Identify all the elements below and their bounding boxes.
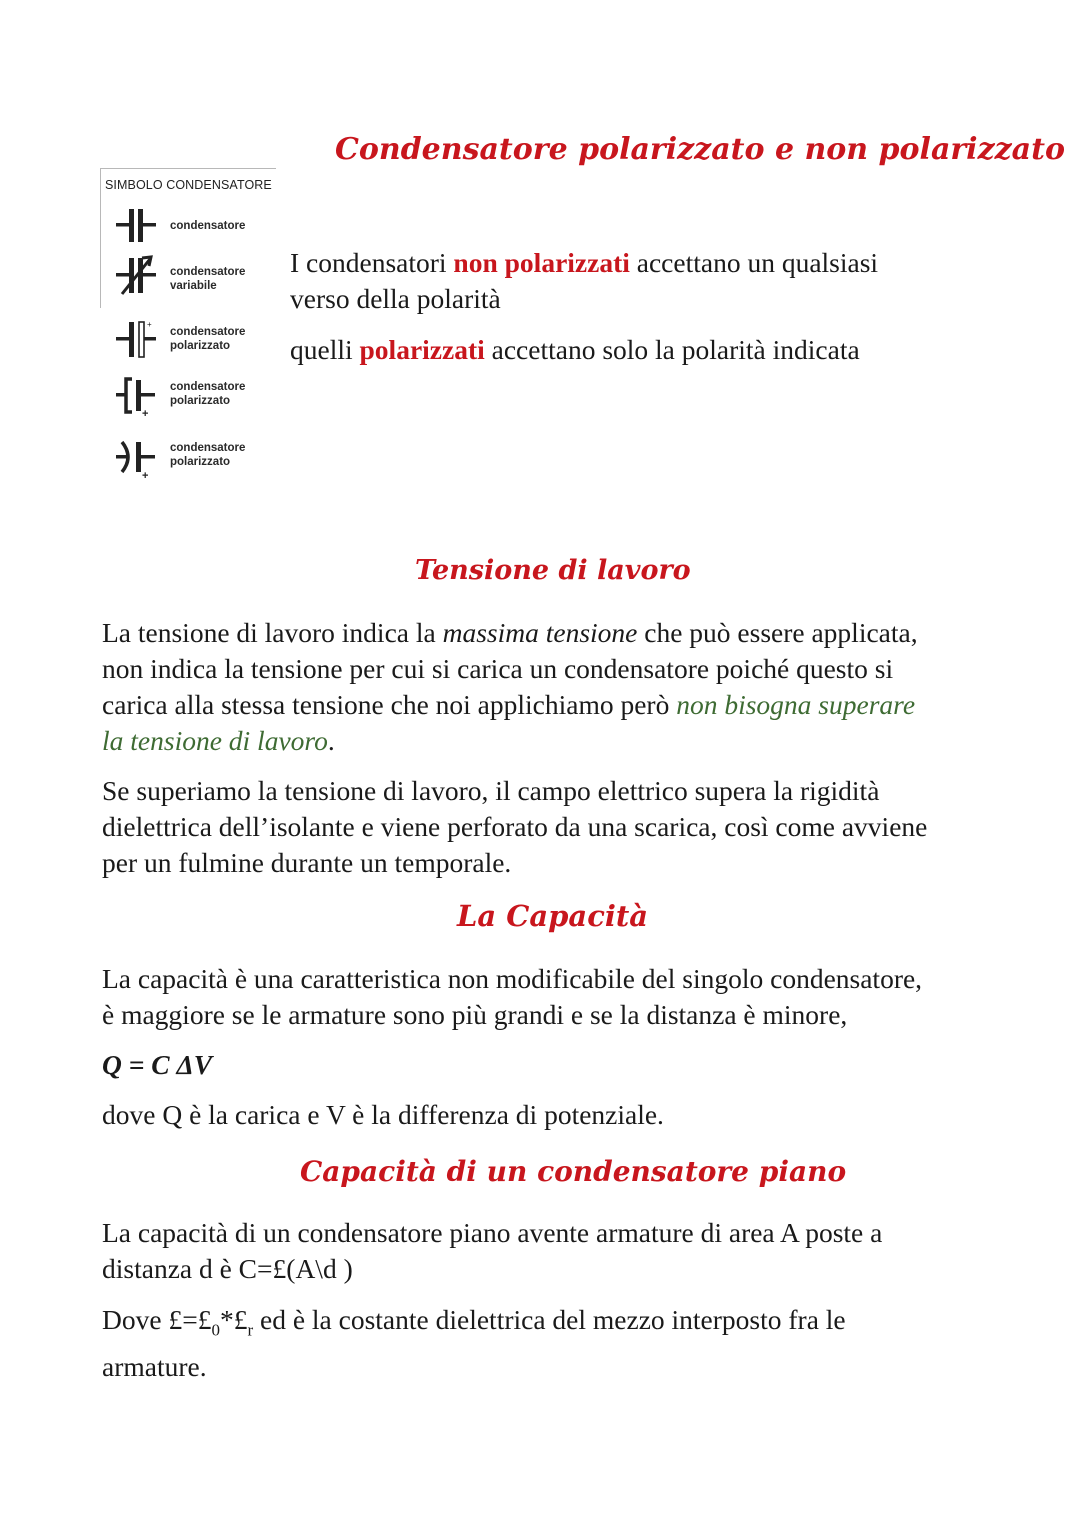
svg-text:+: +: [142, 470, 149, 480]
paragraph-capacity: La capacità è una caratteristica non modificabile del singolo condensatore, è maggiore se le armature sono più grandi e se la distanza è minore,: [102, 963, 923, 1030]
paragraph-working-voltage: La tensione di lavoro indica la massima tensione che può essere applicata, non indica la tensione per cui si carica un condensatore poiché questo si carica alla stessa tensione che noi applichiamo però non bisogna superare la tensione di lavoro.: [102, 617, 918, 756]
section-title-plane-capacitor: Capacità di un condensatore piano: [300, 1155, 847, 1188]
polarized-capacitor-curved-icon: [112, 436, 158, 480]
paragraph-exceeding-voltage: Se superiamo la tensione di lavoro, il campo elettrico supera la rigidità dielettrica dell’isolante e viene perforato da una scarica, così come avviene per un fulmine durante un temporale.: [102, 775, 928, 878]
capacitor-icon: [112, 204, 158, 248]
paragraph-polarized: quelli polarizzati accettano solo la polarità indicata: [290, 334, 860, 365]
svg-text:+: +: [142, 408, 149, 418]
section-title-polarized: Condensatore polarizzato e non polarizzato: [335, 132, 1065, 167]
formula-capacity: Q = C ΔV: [102, 1049, 213, 1080]
legend-border: [100, 168, 101, 308]
paragraph-formula-explanation: dove Q è la carica e V è la differenza di potenziale.: [102, 1099, 664, 1130]
section-title-capacity: La Capacità: [457, 899, 649, 933]
paragraph-dielectric-constant: Dove $£=£_0*£_r$ ed è la costante dielettrica del mezzo interposto fra le armature.: [102, 1304, 846, 1382]
legend-item-label: condensatore polarizzato: [170, 381, 246, 407]
legend-item-label: condensatore: [170, 220, 246, 232]
section-title-working-voltage: Tensione di lavoro: [415, 555, 691, 586]
polarized-capacitor-icon: [112, 318, 158, 362]
legend-border: [100, 168, 276, 169]
legend-title: SIMBOLO CONDENSATORE: [105, 178, 272, 192]
svg-text:+: +: [147, 320, 152, 329]
legend-item-label: condensatore polarizzato: [170, 326, 246, 352]
paragraph-non-polarized: I condensatori non polarizzati accettano un qualsiasi verso della polarità: [290, 247, 879, 314]
paragraph-plane-capacitor: La capacità di un condensatore piano avente armature di area A poste a distanza d è C=£(A\d ): [102, 1217, 883, 1284]
capacitor-symbol-legend: [100, 168, 278, 488]
polarized-capacitor-bracket-icon: [112, 374, 158, 418]
legend-item-label: condensatore variabile: [170, 266, 246, 292]
variable-capacitor-icon: [112, 254, 158, 298]
legend-item-label: condensatore polarizzato: [170, 442, 246, 468]
